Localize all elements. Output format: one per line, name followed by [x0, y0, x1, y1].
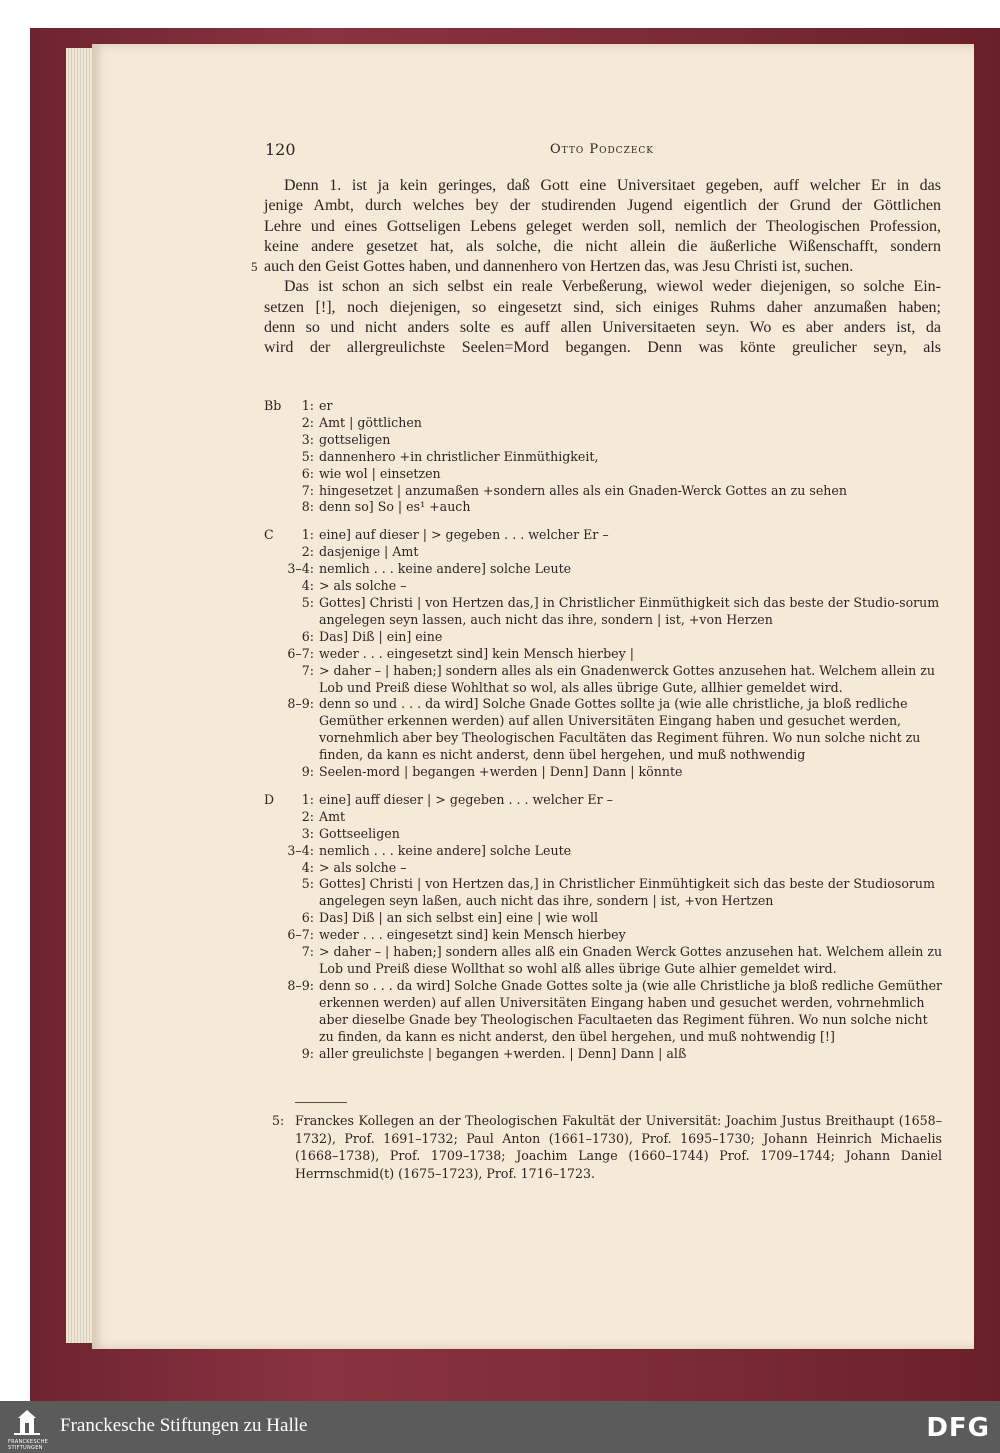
- page-number: 120: [265, 140, 296, 159]
- apparatus-siglum: D: [264, 791, 275, 807]
- apparatus-line-ref: 6–7:: [287, 645, 314, 661]
- apparatus-line-ref: 2:: [301, 544, 314, 560]
- apparatus-reading: Amt | göttlichen: [319, 414, 422, 430]
- apparatus-reading: dasjenige | Amt: [319, 544, 419, 560]
- main-line: wird der allergreulichste Seelen=Mord begangen. Denn was könte greulicher seyn, als: [264, 339, 941, 357]
- apparatus-entry: [264, 696, 944, 764]
- footnote-text: Franckes Kollegen an der Theologischen Fakultät der Universität: Joachim Justus Breithaupt (1658–1732), Prof. 1691–1732; Paul Anton (1661–1730), Prof. 1695–1730; Johann Heinrich Michaelis (1668–1738), Prof. 1709–1738; Joachim Lange (1660–1744) Prof. 1709–1744; Johann Daniel Herrnschmid(t) (1675–1723), Prof. 1716–1723.: [295, 1113, 942, 1181]
- apparatus-entry: [264, 910, 944, 927]
- apparatus-reading: dannenhero +in christlicher Einmüthigkeit,: [319, 448, 599, 464]
- apparatus-line-ref: 6:: [301, 910, 314, 926]
- apparatus-line-ref: 8–9:: [287, 696, 314, 712]
- apparatus-entry: [264, 595, 944, 629]
- apparatus-reading: nemlich . . . keine andere] solche Leute: [319, 561, 572, 577]
- apparatus-reading: > daher – | haben;] sondern alles alß ein Gnaden Werck Gottes anzusehen hat. Welchem allein zu Lob und Preiß diese Wollthat so wohl alß alles übrige Gute alhier gemeldet wird.: [319, 944, 943, 976]
- main-line: denn so und nicht anders solte es auff allen Universitaeten seyn. Wo es aber anders ist, da: [264, 319, 941, 337]
- apparatus-entry: [264, 398, 944, 415]
- apparatus-entry: [264, 860, 944, 877]
- apparatus-reading: gottseligen: [319, 431, 391, 447]
- apparatus-line-ref: 5:: [301, 594, 314, 610]
- apparatus-line-ref: 8–9:: [287, 977, 314, 993]
- apparatus-entry: [264, 646, 944, 663]
- apparatus-reading: > daher – | haben;] sondern alles als ein Gnadenwerck Gottes anzusehen hat. Welchem allein zu Lob und Preiß diese Wohlthat so wol, als alles übrige Gute, allhier gemeldet wird.: [319, 662, 935, 695]
- apparatus-line-ref: 1:: [301, 791, 314, 807]
- apparatus-line-ref: 6:: [301, 628, 314, 644]
- apparatus-line-ref: 1:: [301, 398, 314, 413]
- apparatus-line-ref: 3–4:: [287, 561, 314, 577]
- main-line: Lehre und eines Gottseligen Lebens geleget werden soll, nemlich der Theologischen Profession,: [264, 217, 941, 235]
- apparatus-reading: hingesetzet | anzumaßen +sondern alles als ein Gnaden-Werck Gottes an zu sehen: [319, 482, 847, 498]
- apparatus-reading: Gottes] Christi | von Hertzen das,] in Christlicher Einmühtigkeit sich das beste der Studiosorum angelegen seyn laßen, auch nicht das ihre, sondern | ist, +von Hertzen: [319, 876, 935, 909]
- apparatus-line-ref: 3–4:: [287, 842, 314, 858]
- footer-title[interactable]: Franckesche Stiftungen zu Halle: [60, 1415, 308, 1436]
- apparatus-line-ref: 9:: [301, 1045, 314, 1061]
- apparatus-reading: Das] Diß | an sich selbst ein] eine | wie woll: [319, 910, 599, 926]
- apparatus-entry: [264, 578, 944, 595]
- apparatus-reading: > als solche –: [319, 859, 407, 875]
- apparatus-entry: [264, 527, 944, 544]
- apparatus-line-ref: 4:: [301, 859, 314, 875]
- apparatus-reading: > als solche –: [319, 578, 407, 594]
- logo-text-line: STIFTUNGEN: [8, 1445, 43, 1451]
- apparatus-reading: eine] auf dieser | > gegeben . . . welcher Er –: [319, 527, 609, 543]
- apparatus-line-ref: 7:: [301, 662, 314, 678]
- apparatus-reading: eine] auff dieser | > gegeben . . . welcher Er –: [319, 791, 613, 807]
- apparatus-block: [264, 398, 944, 516]
- apparatus-entry: [264, 432, 944, 449]
- critical-apparatus: [264, 398, 944, 1073]
- apparatus-block: [264, 792, 944, 1063]
- apparatus-entry: [264, 483, 944, 500]
- apparatus-entry: [264, 1046, 944, 1063]
- building-icon: [6, 1407, 48, 1437]
- apparatus-reading: wie wol | einsetzen: [319, 465, 441, 481]
- apparatus-line-ref: 8:: [301, 499, 314, 515]
- apparatus-block: [264, 527, 944, 781]
- main-line: jenige Ambt, durch welches bey der studirenden Jugend eigentlich der Grund der Göttlichen: [264, 197, 941, 215]
- apparatus-line-ref: 4:: [301, 578, 314, 594]
- logo-text-line: FRANCKESCHE: [8, 1439, 49, 1445]
- apparatus-entry: [264, 499, 944, 516]
- apparatus-siglum: C: [264, 527, 274, 543]
- apparatus-reading: nemlich . . . keine andere] solche Leute: [319, 842, 572, 858]
- apparatus-entry: [264, 978, 944, 1046]
- main-text: [251, 176, 941, 359]
- line-number: 5: [251, 259, 258, 275]
- footnote: [272, 1112, 942, 1182]
- apparatus-reading: Seelen-mord | begangen +werden | Denn] Dann | könnte: [319, 764, 683, 780]
- stiftungen-logo[interactable]: [6, 1407, 48, 1449]
- apparatus-line-ref: 2:: [301, 414, 314, 430]
- main-line: Denn 1. ist ja kein geringes, daß Gott eine Universitaet gegeben, auff welcher Er in das: [284, 177, 941, 194]
- footer-bar: [0, 1401, 1000, 1453]
- apparatus-reading: denn so] So | es¹ +auch: [319, 499, 471, 515]
- apparatus-line-ref: 7:: [301, 944, 314, 960]
- apparatus-entry: [264, 876, 944, 910]
- apparatus-line-ref: 5:: [301, 448, 314, 464]
- apparatus-entry: [264, 764, 944, 781]
- apparatus-entry: [264, 826, 944, 843]
- main-line: keine andere gesetzet hat, als solche, die nicht allein die äußerliche Wißenschafft, sondern: [264, 237, 941, 255]
- apparatus-line-ref: 5:: [301, 876, 314, 892]
- apparatus-entry: [264, 544, 944, 561]
- footnote-rule: [295, 1102, 347, 1103]
- apparatus-reading: denn so . . . da wird] Solche Gnade Gottes solte ja (wie alle Christliche ja bloß redliche Gemüther erkennen werden) auf allen Universitäten Eingang haben und gesuchet werden, vohrnehmlich aber dieselbe Gnade bey Theologischen Facultaeten das Regiment führen. Wo nun solche nicht zu finden, da kann es nicht anderst, den übel hergehen, und muß nohtwendig [!]: [319, 977, 943, 1044]
- apparatus-entry: [264, 415, 944, 432]
- dfg-logo[interactable]: DFG: [926, 1413, 990, 1443]
- apparatus-reading: Amt: [319, 808, 346, 824]
- apparatus-reading: Das] Diß | ein] eine: [319, 628, 443, 644]
- apparatus-line-ref: 3:: [301, 825, 314, 841]
- apparatus-reading: Gottes] Christi | von Hertzen das,] in Christlicher Einmüthigkeit sich das beste der Studio-sorum angelegen seyn lassen, auch nicht das ihre, sondern | ist, +von Herzen: [319, 594, 940, 627]
- apparatus-entry: [264, 809, 944, 826]
- apparatus-siglum: Bb: [264, 398, 282, 413]
- running-head-author: Otto Podczeck: [550, 142, 655, 157]
- apparatus-entry: [264, 466, 944, 483]
- apparatus-line-ref: 6:: [301, 465, 314, 481]
- apparatus-entry: [264, 927, 944, 944]
- apparatus-entry: [264, 792, 944, 809]
- apparatus-entry: [264, 663, 944, 697]
- apparatus-reading: aller greulichste | begangen +werden. | Denn] Dann | alß: [319, 1045, 687, 1061]
- apparatus-line-ref: 6–7:: [287, 927, 314, 943]
- footnote-number: 5:: [272, 1113, 285, 1128]
- main-line: [251, 257, 941, 277]
- apparatus-line-ref: 7:: [301, 482, 314, 498]
- apparatus-line-ref: 2:: [301, 808, 314, 824]
- apparatus-reading: er: [319, 398, 333, 413]
- apparatus-line-ref: 9:: [301, 764, 314, 780]
- apparatus-reading: Gottseeligen: [319, 825, 400, 841]
- main-line: setzen [!], noch diejenigen, so eingesetzt sind, sich einiges Ruhms daher anzumaßen haben;: [264, 298, 941, 316]
- main-line-text: auch den Geist Gottes haben, und dannenhero von Hertzen das, was Jesu Christi ist, suchen.: [264, 258, 854, 276]
- apparatus-line-ref: 1:: [301, 527, 314, 543]
- apparatus-entry: [264, 561, 944, 578]
- apparatus-line-ref: 3:: [301, 431, 314, 447]
- apparatus-entry: [264, 449, 944, 466]
- apparatus-reading: denn so und . . . da wird] Solche Gnade Gottes sollte ja (wie alle christliche, ja bloß redliche Gemüther erkennen werden) auf allen Universitäten Eingang haben und gesuchet werden, vornehmlich aber bey Theologischen Facultäten das Regiment führen. Wo nun solche nicht zu finden, da kann es nicht anderst, denn übel hergehen, und muß nothwendig: [319, 696, 921, 763]
- apparatus-entry: [264, 629, 944, 646]
- apparatus-reading: weder . . . eingesetzt sind] kein Mensch hierbey |: [319, 645, 634, 661]
- apparatus-entry: [264, 843, 944, 860]
- apparatus-entry: [264, 944, 944, 978]
- main-line: Das ist schon an sich selbst ein reale Verbeßerung, wiewol weder diejenigen, so solche Ein-: [284, 278, 941, 296]
- apparatus-reading: weder . . . eingesetzt sind] kein Mensch hierbey: [319, 927, 626, 943]
